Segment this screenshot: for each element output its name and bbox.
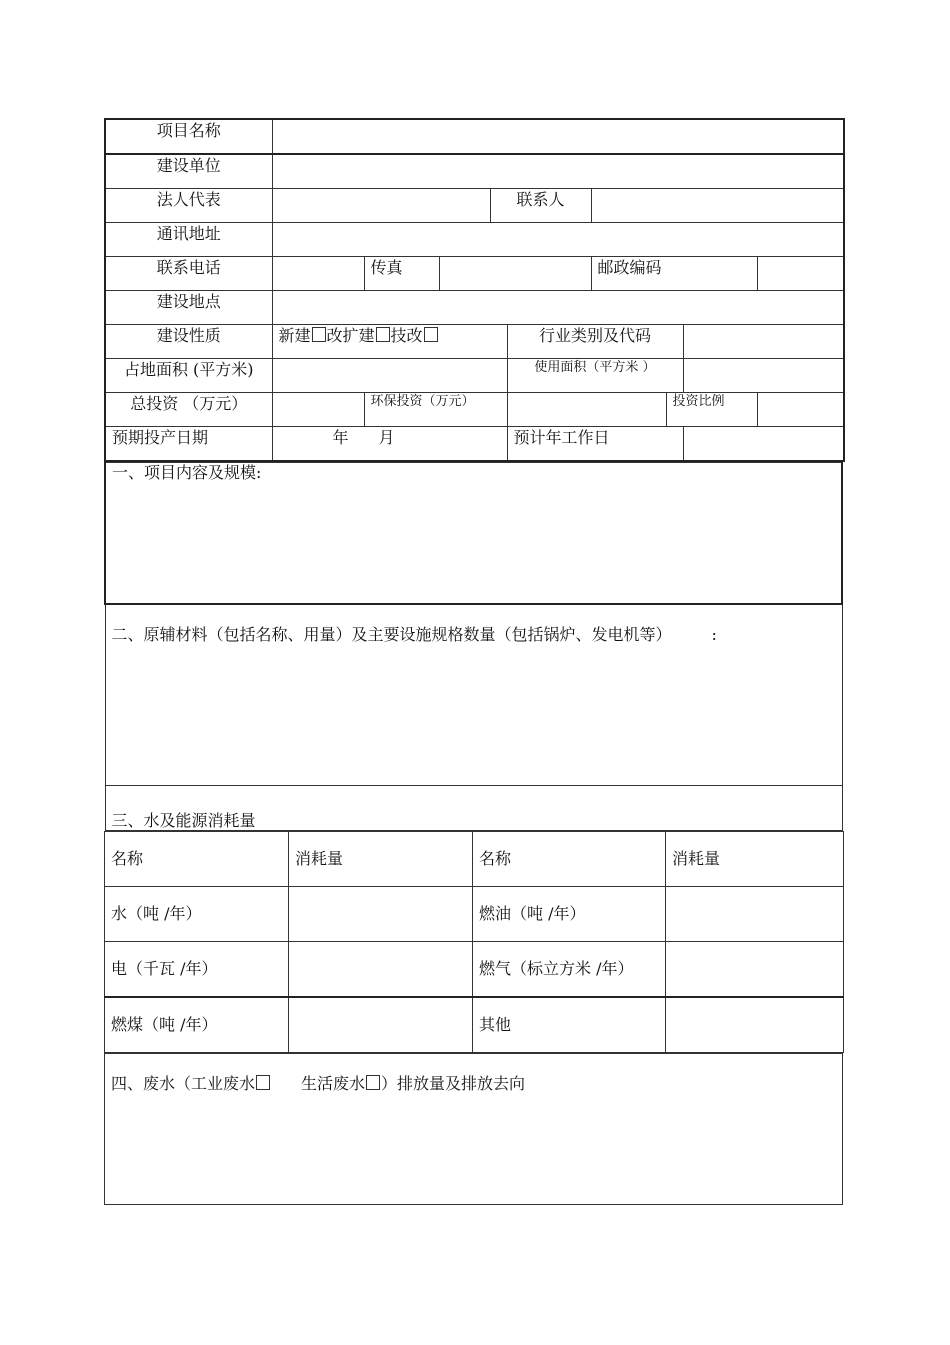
nature-expand-label: 改扩建	[326, 326, 375, 345]
label-use-area: 使用面积（平方米 ）	[507, 359, 683, 393]
input-contact[interactable]	[591, 189, 844, 223]
energy-header-name-right: 名称	[473, 832, 666, 887]
energy-row-label: 燃煤（吨 /年）	[105, 997, 289, 1053]
label-phone: 联系电话	[105, 257, 272, 291]
domestic-wastewater-checkbox[interactable]	[366, 1075, 380, 1090]
label-total-invest: 总投资 （万元）	[105, 393, 272, 427]
energy-header-amount-right: 消耗量	[666, 832, 844, 887]
industrial-wastewater-checkbox[interactable]	[256, 1075, 270, 1090]
section2-colon: :	[711, 625, 717, 644]
input-fax[interactable]	[439, 257, 591, 291]
section4-title-c: ）排放量及排放去向	[381, 1074, 526, 1093]
input-start-date[interactable]	[272, 427, 507, 462]
label-work-days: 预计年工作日	[507, 427, 683, 462]
input-project-name[interactable]	[272, 119, 844, 154]
nature-expand-checkbox[interactable]	[376, 327, 390, 342]
sections-table	[104, 462, 843, 831]
label-start-date: 预期投产日期	[105, 427, 272, 462]
energy-table	[104, 831, 844, 1053]
project-form	[104, 118, 843, 1205]
input-postcode[interactable]	[757, 257, 844, 291]
input-env-invest[interactable]	[507, 393, 666, 427]
input-land-area[interactable]	[272, 359, 507, 393]
section3-title: 三、水及能源消耗量	[111, 810, 256, 830]
nature-options	[272, 325, 507, 359]
energy-row-label: 水（吨 /年）	[105, 887, 289, 942]
month-label: 月	[378, 428, 395, 447]
energy-row-label: 电（千瓦 /年）	[105, 942, 289, 998]
energy-row-label: 其他	[473, 997, 666, 1053]
label-industry: 行业类别及代码	[507, 325, 683, 359]
input-industry[interactable]	[683, 325, 844, 359]
label-nature: 建设性质	[105, 325, 272, 359]
energy-input[interactable]	[289, 997, 473, 1053]
wastewater-table	[104, 1053, 843, 1205]
section1-title: 一、项目内容及规模:	[112, 463, 262, 482]
input-legal-rep[interactable]	[272, 189, 490, 223]
label-land-area: 占地面积 (平方米)	[105, 359, 272, 393]
label-builder: 建设单位	[105, 154, 272, 189]
energy-input[interactable]	[666, 887, 844, 942]
energy-row-label: 燃气（标立方米 /年）	[473, 942, 666, 998]
energy-row-label: 燃油（吨 /年）	[473, 887, 666, 942]
input-builder[interactable]	[272, 154, 844, 189]
section4-title-a: 四、废水（工业废水	[111, 1074, 256, 1093]
label-project-name: 项目名称	[105, 119, 272, 154]
input-phone[interactable]	[272, 257, 364, 291]
energy-header-amount-left: 消耗量	[289, 832, 473, 887]
section4-title-b: 生活废水	[301, 1074, 366, 1093]
input-site[interactable]	[272, 291, 844, 325]
energy-input[interactable]	[666, 942, 844, 998]
energy-input[interactable]	[289, 887, 473, 942]
label-postcode: 邮政编码	[591, 257, 757, 291]
input-use-area[interactable]	[683, 359, 844, 393]
label-site: 建设地点	[105, 291, 272, 325]
energy-header-name-left: 名称	[105, 832, 289, 887]
energy-input[interactable]	[666, 997, 844, 1053]
label-legal-rep: 法人代表	[105, 189, 272, 223]
label-fax: 传真	[364, 257, 439, 291]
input-address[interactable]	[272, 223, 844, 257]
input-total-invest[interactable]	[272, 393, 364, 427]
nature-new-checkbox[interactable]	[312, 327, 326, 342]
label-invest-ratio: 投资比例	[666, 393, 757, 427]
section-wastewater[interactable]	[105, 1054, 843, 1205]
label-contact: 联系人	[490, 189, 591, 223]
nature-tech-checkbox[interactable]	[424, 327, 438, 342]
year-label: 年	[332, 428, 349, 447]
nature-tech-label: 技改	[390, 326, 423, 345]
nature-new-label: 新建	[278, 326, 311, 345]
section-project-content[interactable]	[105, 463, 842, 605]
section-energy-title-cell	[105, 786, 842, 831]
input-work-days[interactable]	[683, 427, 844, 462]
energy-input[interactable]	[289, 942, 473, 998]
basic-info-table	[104, 118, 845, 462]
label-address: 通讯地址	[105, 223, 272, 257]
label-env-invest: 环保投资（万元）	[364, 393, 507, 427]
section2-title: 二、原辅材料（包括名称、用量）及主要设施规格数量（包括锅炉、发电机等）	[111, 625, 672, 644]
input-invest-ratio[interactable]	[757, 393, 844, 427]
section-materials[interactable]	[105, 604, 842, 786]
